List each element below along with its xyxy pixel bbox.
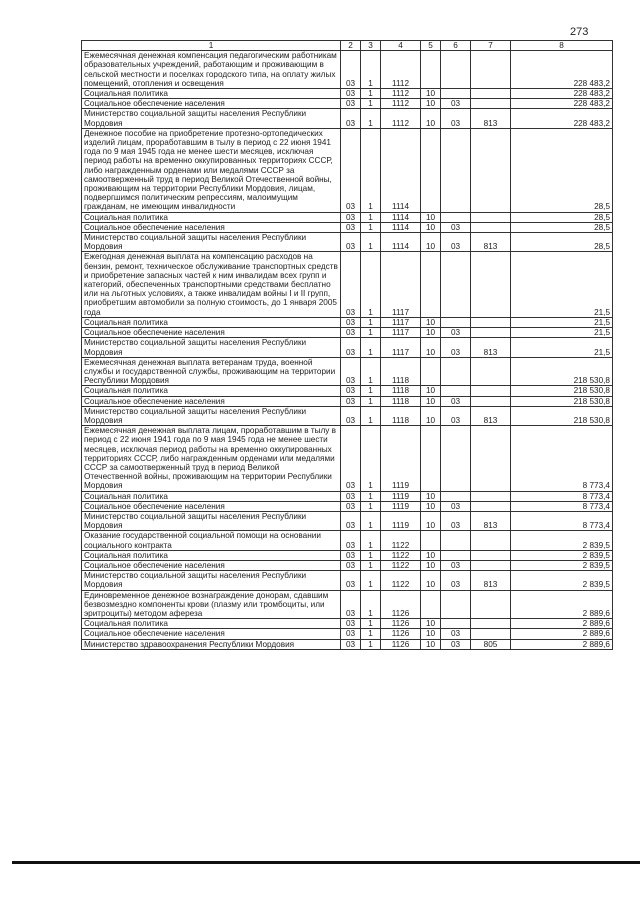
cell-code-3: 1 [361, 51, 381, 89]
cell-code-2: 03 [341, 51, 361, 89]
cell-code-5: 10 [421, 328, 441, 338]
cell-code-4: 1112 [381, 99, 421, 109]
cell-amount: 21,5 [511, 252, 613, 317]
table-row [82, 99, 613, 109]
cell-row-name: Оказание государственной социальной помощи на основании социального контракта [82, 531, 341, 550]
column-header: 2 [341, 41, 361, 51]
cell-code-6: 03 [441, 511, 471, 530]
cell-code-7 [471, 328, 511, 338]
cell-code-3: 1 [361, 89, 381, 99]
table-row [82, 639, 613, 649]
cell-code-4: 1126 [381, 629, 421, 639]
cell-code-2: 03 [341, 550, 361, 560]
cell-code-4: 1112 [381, 51, 421, 89]
cell-code-2: 03 [341, 99, 361, 109]
cell-code-2: 03 [341, 338, 361, 357]
cell-row-name: Ежемесячная денежная выплата лицам, проработавшим в тылу в период с 22 июня 1941 года по 9 мая 1945 года не менее шести месяцев, исключая период работы на временно оккупированных территориях СССР, либо награжденным орденами или медалями СССР за самоотверженный труд в период Великой Отечественной войны, проживающим на территории Республики Мордовия [82, 426, 341, 491]
bottom-rule [12, 861, 640, 864]
cell-code-6 [441, 252, 471, 317]
cell-code-4: 1122 [381, 571, 421, 590]
cell-code-6: 03 [441, 639, 471, 649]
cell-amount: 218 530,8 [511, 406, 613, 425]
cell-row-name: Ежемесячная денежная выплата ветеранам труда, военной службы и государственной службы, проживающим на территории Республики Мордовия [82, 357, 341, 386]
cell-row-name: Министерство здравоохранения Республики Мордовия [82, 639, 341, 649]
cell-code-5: 10 [421, 406, 441, 425]
cell-code-3: 1 [361, 590, 381, 619]
cell-amount: 21,5 [511, 328, 613, 338]
cell-code-7 [471, 222, 511, 232]
cell-code-5: 10 [421, 491, 441, 501]
cell-amount: 2 889,6 [511, 619, 613, 629]
table-row [82, 426, 613, 491]
cell-code-5: 10 [421, 386, 441, 396]
cell-code-2: 03 [341, 89, 361, 99]
cell-code-4: 1118 [381, 406, 421, 425]
cell-code-6 [441, 89, 471, 99]
table-row [82, 406, 613, 425]
cell-row-name: Единовременное денежное вознаграждение донорам, сдавшим безвозмездно компоненты крови (плазму или тромбоциты, или эритроциты) методом афереза [82, 590, 341, 619]
cell-code-5: 10 [421, 511, 441, 530]
cell-code-6: 03 [441, 99, 471, 109]
column-header: 7 [471, 41, 511, 51]
cell-code-4: 1122 [381, 531, 421, 550]
table-row [82, 560, 613, 570]
cell-code-2: 03 [341, 619, 361, 629]
cell-row-name: Ежемесячная денежная компенсация педагогическим работникам образовательных учреждений, работающим и проживающим в сельской местности и поселках городского типа, на оплату жилых помещений, отопления и освещения [82, 51, 341, 89]
cell-row-name: Министерство социальной защиты населения Республики Мордовия [82, 109, 341, 128]
cell-amount: 228 483,2 [511, 99, 613, 109]
cell-code-2: 03 [341, 571, 361, 590]
cell-row-name: Министерство социальной защиты населения Республики Мордовия [82, 338, 341, 357]
cell-code-7: 813 [471, 511, 511, 530]
cell-code-4: 1117 [381, 328, 421, 338]
table-row [82, 619, 613, 629]
cell-code-2: 03 [341, 426, 361, 491]
cell-code-3: 1 [361, 531, 381, 550]
cell-code-5: 10 [421, 550, 441, 560]
cell-amount: 28,5 [511, 128, 613, 212]
cell-code-5: 10 [421, 109, 441, 128]
table-body [82, 51, 613, 650]
cell-code-3: 1 [361, 426, 381, 491]
page-number: 273 [570, 26, 589, 38]
cell-code-5: 10 [421, 396, 441, 406]
cell-row-name: Социальная политика [82, 317, 341, 327]
cell-code-7 [471, 317, 511, 327]
cell-code-3: 1 [361, 328, 381, 338]
cell-code-2: 03 [341, 491, 361, 501]
cell-code-3: 1 [361, 560, 381, 570]
cell-code-7 [471, 212, 511, 222]
budget-table [81, 40, 613, 650]
cell-code-6: 03 [441, 338, 471, 357]
cell-code-3: 1 [361, 619, 381, 629]
cell-amount: 2 839,5 [511, 550, 613, 560]
table-row [82, 629, 613, 639]
cell-amount: 228 483,2 [511, 89, 613, 99]
cell-code-3: 1 [361, 357, 381, 386]
cell-code-7: 805 [471, 639, 511, 649]
cell-row-name: Социальная политика [82, 386, 341, 396]
cell-amount: 218 530,8 [511, 386, 613, 396]
cell-code-4: 1119 [381, 491, 421, 501]
column-header: 1 [82, 41, 341, 51]
cell-code-2: 03 [341, 639, 361, 649]
cell-code-5: 10 [421, 233, 441, 252]
table-row [82, 109, 613, 128]
cell-code-7 [471, 396, 511, 406]
column-header: 8 [511, 41, 613, 51]
cell-code-3: 1 [361, 501, 381, 511]
column-header: 3 [361, 41, 381, 51]
cell-code-6: 03 [441, 222, 471, 232]
cell-code-6 [441, 491, 471, 501]
cell-code-6: 03 [441, 560, 471, 570]
cell-code-6 [441, 317, 471, 327]
table-row [82, 212, 613, 222]
cell-code-2: 03 [341, 222, 361, 232]
cell-row-name: Министерство социальной защиты населения Республики Мордовия [82, 406, 341, 425]
cell-row-name: Социальное обеспечение населения [82, 222, 341, 232]
cell-code-3: 1 [361, 233, 381, 252]
cell-code-7: 813 [471, 338, 511, 357]
cell-code-5: 10 [421, 212, 441, 222]
column-header: 6 [441, 41, 471, 51]
cell-code-2: 03 [341, 252, 361, 317]
cell-code-4: 1126 [381, 590, 421, 619]
cell-code-4: 1126 [381, 619, 421, 629]
cell-code-2: 03 [341, 531, 361, 550]
cell-code-4: 1117 [381, 252, 421, 317]
cell-code-6 [441, 128, 471, 212]
cell-code-2: 03 [341, 328, 361, 338]
cell-row-name: Социальное обеспечение населения [82, 328, 341, 338]
cell-code-5 [421, 357, 441, 386]
table-row [82, 511, 613, 530]
cell-code-5: 10 [421, 629, 441, 639]
cell-code-5: 10 [421, 619, 441, 629]
table-row [82, 357, 613, 386]
cell-code-5 [421, 252, 441, 317]
cell-code-5: 10 [421, 560, 441, 570]
cell-code-3: 1 [361, 99, 381, 109]
cell-amount: 228 483,2 [511, 109, 613, 128]
cell-row-name: Министерство социальной защиты населения Республики Мордовия [82, 571, 341, 590]
column-header: 4 [381, 41, 421, 51]
table-row [82, 317, 613, 327]
cell-code-6: 03 [441, 328, 471, 338]
cell-code-7 [471, 629, 511, 639]
cell-code-7 [471, 386, 511, 396]
cell-row-name: Социальная политика [82, 212, 341, 222]
cell-code-6: 03 [441, 109, 471, 128]
cell-code-2: 03 [341, 317, 361, 327]
cell-amount: 8 773,4 [511, 426, 613, 491]
cell-amount: 2 889,6 [511, 629, 613, 639]
cell-code-7: 813 [471, 406, 511, 425]
cell-code-3: 1 [361, 317, 381, 327]
cell-row-name: Социальное обеспечение населения [82, 396, 341, 406]
cell-code-2: 03 [341, 357, 361, 386]
cell-code-3: 1 [361, 338, 381, 357]
cell-code-2: 03 [341, 386, 361, 396]
cell-code-5: 10 [421, 639, 441, 649]
cell-amount: 2 889,6 [511, 639, 613, 649]
cell-code-4: 1122 [381, 550, 421, 560]
cell-code-2: 03 [341, 212, 361, 222]
cell-row-name: Социальное обеспечение населения [82, 560, 341, 570]
cell-code-6: 03 [441, 396, 471, 406]
table-row [82, 396, 613, 406]
cell-code-6 [441, 212, 471, 222]
cell-code-6: 03 [441, 406, 471, 425]
cell-amount: 21,5 [511, 317, 613, 327]
table-row [82, 550, 613, 560]
cell-code-4: 1112 [381, 109, 421, 128]
cell-code-7 [471, 531, 511, 550]
table-row [82, 233, 613, 252]
cell-code-4: 1122 [381, 560, 421, 570]
cell-code-4: 1118 [381, 396, 421, 406]
table-row [82, 128, 613, 212]
cell-code-4: 1114 [381, 233, 421, 252]
cell-code-5 [421, 128, 441, 212]
cell-row-name: Денежное пособие на приобретение протезно-ортопедических изделий лицам, проработавшим в тылу в период с 22 июня 1941 года по 9 мая 1945 года не менее шести месяцев, исключая период работы на временно оккупированных территориях СССР, либо награжденным орденами или медалями СССР за самоотверженный труд в период Великой Отечественной войны, проживающим на территории Республики Мордовия, лицам, подвергшимся политическим репрессиям, малоимущим гражданам, не имеющим инвалидности [82, 128, 341, 212]
cell-code-7 [471, 99, 511, 109]
table-row [82, 89, 613, 99]
cell-code-6 [441, 51, 471, 89]
cell-code-4: 1114 [381, 222, 421, 232]
cell-code-6: 03 [441, 571, 471, 590]
cell-code-3: 1 [361, 109, 381, 128]
cell-code-3: 1 [361, 629, 381, 639]
cell-code-4: 1119 [381, 426, 421, 491]
cell-code-7 [471, 89, 511, 99]
cell-code-7 [471, 252, 511, 317]
cell-code-5: 10 [421, 89, 441, 99]
cell-code-6 [441, 357, 471, 386]
cell-code-3: 1 [361, 128, 381, 212]
cell-amount: 2 839,5 [511, 560, 613, 570]
cell-code-7 [471, 128, 511, 212]
cell-code-6: 03 [441, 629, 471, 639]
cell-code-7 [471, 550, 511, 560]
cell-row-name: Министерство социальной защиты населения Республики Мордовия [82, 233, 341, 252]
cell-code-5 [421, 51, 441, 89]
cell-row-name: Социальное обеспечение населения [82, 99, 341, 109]
table-row [82, 338, 613, 357]
cell-code-3: 1 [361, 396, 381, 406]
cell-code-3: 1 [361, 222, 381, 232]
cell-code-7: 813 [471, 109, 511, 128]
cell-code-2: 03 [341, 128, 361, 212]
cell-code-3: 1 [361, 212, 381, 222]
cell-amount: 218 530,8 [511, 396, 613, 406]
table-header-row [82, 41, 613, 51]
cell-code-3: 1 [361, 491, 381, 501]
table-row [82, 328, 613, 338]
cell-code-3: 1 [361, 550, 381, 560]
cell-code-7 [471, 426, 511, 491]
cell-row-name: Социальная политика [82, 491, 341, 501]
cell-code-2: 03 [341, 511, 361, 530]
cell-code-5: 10 [421, 501, 441, 511]
column-header: 5 [421, 41, 441, 51]
cell-code-5: 10 [421, 338, 441, 357]
cell-code-5: 10 [421, 99, 441, 109]
cell-amount: 21,5 [511, 338, 613, 357]
table-row [82, 222, 613, 232]
cell-amount: 8 773,4 [511, 511, 613, 530]
cell-code-4: 1118 [381, 386, 421, 396]
cell-code-4: 1119 [381, 501, 421, 511]
cell-code-6 [441, 619, 471, 629]
cell-code-2: 03 [341, 406, 361, 425]
cell-code-7 [471, 501, 511, 511]
cell-row-name: Ежегодная денежная выплата на компенсацию расходов на бензин, ремонт, техническое обслуживание транспортных средств и приобретение запасных частей к ним инвалидам всех групп и категорий, обеспеченных транспортными средствами бесплатно или на льготных условиях, а также инвалидам войны I и II групп, приобретшим автомобили за полную стоимость, до 1 января 2005 года [82, 252, 341, 317]
table-row [82, 252, 613, 317]
cell-code-2: 03 [341, 396, 361, 406]
cell-code-3: 1 [361, 571, 381, 590]
cell-row-name: Социальная политика [82, 89, 341, 99]
cell-row-name: Социальная политика [82, 619, 341, 629]
cell-code-3: 1 [361, 386, 381, 396]
table-row [82, 51, 613, 89]
cell-row-name: Социальное обеспечение населения [82, 629, 341, 639]
cell-code-5 [421, 531, 441, 550]
cell-code-7 [471, 51, 511, 89]
cell-code-4: 1112 [381, 89, 421, 99]
cell-code-6 [441, 531, 471, 550]
cell-row-name: Социальная политика [82, 550, 341, 560]
cell-code-3: 1 [361, 639, 381, 649]
cell-code-2: 03 [341, 233, 361, 252]
cell-amount: 8 773,4 [511, 501, 613, 511]
cell-code-7: 813 [471, 571, 511, 590]
table-row [82, 531, 613, 550]
cell-code-4: 1114 [381, 212, 421, 222]
cell-amount: 218 530,8 [511, 357, 613, 386]
cell-amount: 2 889,6 [511, 590, 613, 619]
cell-code-5 [421, 590, 441, 619]
cell-row-name: Социальное обеспечение населения [82, 501, 341, 511]
cell-code-5: 10 [421, 317, 441, 327]
cell-code-2: 03 [341, 109, 361, 128]
cell-amount: 2 839,5 [511, 531, 613, 550]
cell-code-3: 1 [361, 406, 381, 425]
cell-code-4: 1126 [381, 639, 421, 649]
cell-code-7 [471, 560, 511, 570]
table-row [82, 501, 613, 511]
cell-code-2: 03 [341, 501, 361, 511]
cell-code-7 [471, 590, 511, 619]
cell-code-4: 1119 [381, 511, 421, 530]
cell-code-7 [471, 357, 511, 386]
cell-code-5: 10 [421, 571, 441, 590]
cell-code-6: 03 [441, 233, 471, 252]
cell-code-6 [441, 550, 471, 560]
table-row [82, 386, 613, 396]
cell-row-name: Министерство социальной защиты населения Республики Мордовия [82, 511, 341, 530]
cell-amount: 28,5 [511, 222, 613, 232]
cell-code-3: 1 [361, 252, 381, 317]
cell-amount: 228 483,2 [511, 51, 613, 89]
cell-code-7 [471, 491, 511, 501]
cell-code-6 [441, 426, 471, 491]
cell-code-5 [421, 426, 441, 491]
cell-code-6: 03 [441, 501, 471, 511]
cell-code-2: 03 [341, 590, 361, 619]
cell-code-4: 1117 [381, 317, 421, 327]
cell-code-4: 1118 [381, 357, 421, 386]
cell-code-2: 03 [341, 629, 361, 639]
cell-code-7: 813 [471, 233, 511, 252]
table-row [82, 571, 613, 590]
table-row [82, 590, 613, 619]
cell-amount: 2 839,5 [511, 571, 613, 590]
cell-code-4: 1114 [381, 128, 421, 212]
cell-code-7 [471, 619, 511, 629]
cell-code-5: 10 [421, 222, 441, 232]
cell-code-2: 03 [341, 560, 361, 570]
cell-code-4: 1117 [381, 338, 421, 357]
cell-amount: 28,5 [511, 233, 613, 252]
cell-amount: 28,5 [511, 212, 613, 222]
cell-code-6 [441, 386, 471, 396]
cell-amount: 8 773,4 [511, 491, 613, 501]
cell-code-6 [441, 590, 471, 619]
cell-code-3: 1 [361, 511, 381, 530]
table-row [82, 491, 613, 501]
